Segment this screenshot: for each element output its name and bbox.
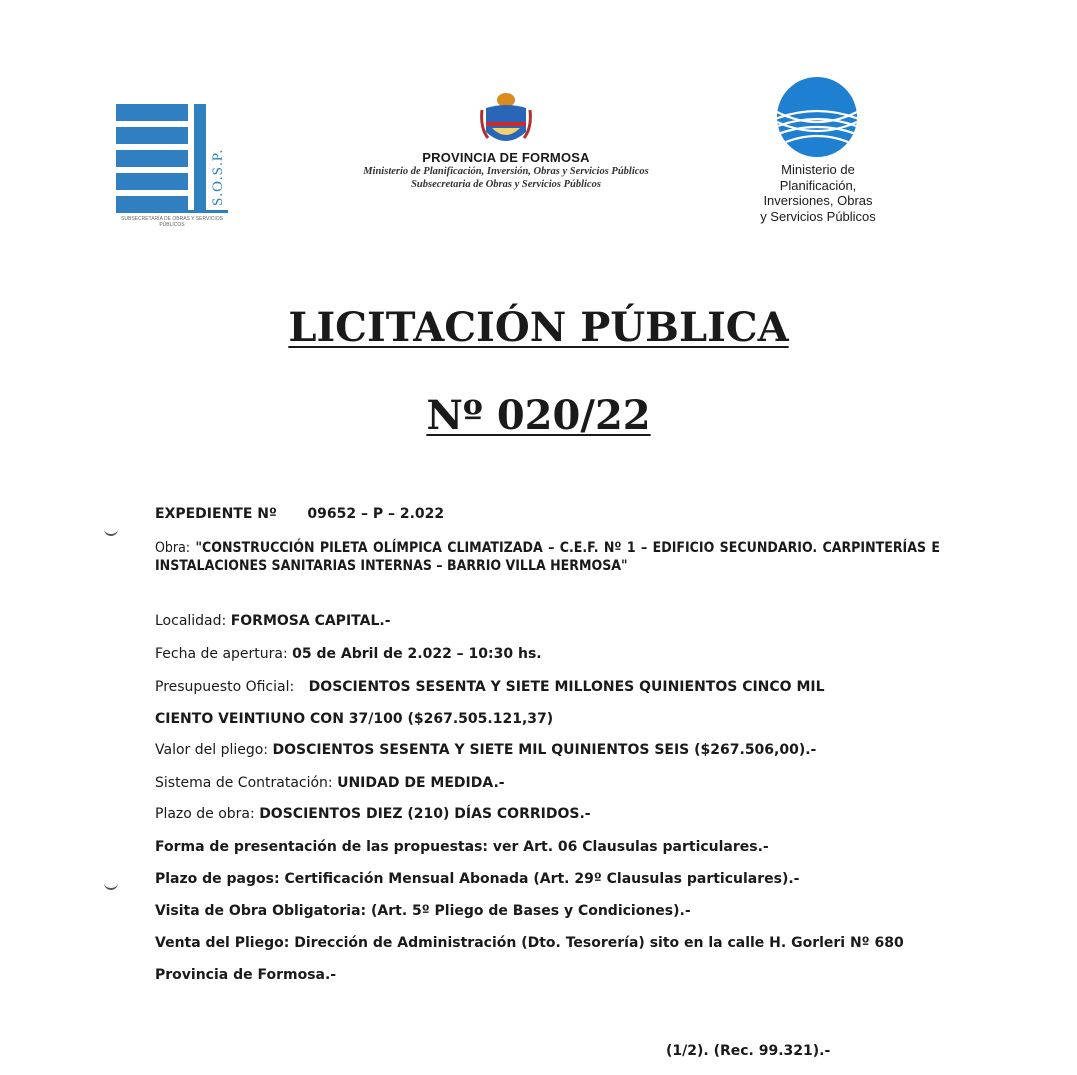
plazo-label: Plazo de obra: [155,806,255,822]
province-header [300,150,712,191]
fecha-label: Fecha de apertura: [155,646,288,662]
obra-label: Obra: [155,540,191,556]
presupuesto-value-2: CIENTO VEINTIUNO CON 37/100 ($267.505.121,37) [155,711,554,727]
venta-row-2 [155,967,336,983]
venta-text-1: Venta del Pliego: Dirección de Administración (Dto. Tesorería) sito en la calle H. Gorleri Nº 680 [155,935,904,951]
presupuesto-label: Presupuesto Oficial: [155,679,295,695]
sosp-logo [112,100,236,235]
obra-block [155,539,940,575]
valor-row [155,742,816,758]
presupuesto-row [155,679,825,695]
sistema-label: Sistema de Contratación: [155,775,333,791]
ministry-line: Ministerio de Planificación, Inversión, Obras y Servicios Públicos [363,166,649,177]
venta-text-2: Provincia de Formosa.- [155,967,337,983]
plazo-row [155,806,591,822]
valor-value: DOSCIENTOS SESENTA Y SIETE MIL QUINIENTOS SEIS ($267.506,00).- [272,742,817,758]
obra-value: "CONSTRUCCIÓN PILETA OLÍMPICA CLIMATIZADA – C.E.F. Nº 1 – EDIFICIO SECUNDARIO. CARPINTERÍAS E INSTALACIONES SANITARIAS INTERNAS – BARRIO VILLA HERMOSA" [155,540,941,574]
pagos-text: Plazo de pagos: Certificación Mensual Abonada (Art. 29º Clausulas particulares).- [155,871,800,887]
province-shield-icon [476,88,536,152]
subsecretary-line: Subsecretaria de Obras y Servicios Públicos [411,179,601,190]
sosp-caption: SUBSECRETARÍA DE OBRAS Y SERVICIOS PÚBLICOS [121,216,223,228]
presupuesto-row-2 [155,711,553,727]
footer-reference: (1/2). (Rec. 99.321).- [666,1043,831,1059]
expediente-value: 09652 – P – 2.022 [307,506,445,522]
valor-label: Valor del pliego: [155,742,269,758]
fecha-row [155,646,542,662]
expediente-row [155,506,444,522]
plazo-value: DOSCIENTOS DIEZ (210) DÍAS CORRIDOS.- [259,806,591,822]
sistema-value: UNIDAD DE MEDIDA.- [337,775,505,791]
localidad-row [155,613,391,629]
tender-number: Nº 020/22 [426,392,651,439]
ministry-logo-line-4: y Servicios Públicos [760,208,876,224]
ministry-logo-text [738,162,898,224]
province-name: PROVINCIA DE FORMOSA [422,150,590,165]
sosp-logo-text: S.O.S.P. [210,148,226,206]
forma-text: Forma de presentación de las propuestas: ver Art. 06 Clausulas particulares.- [155,839,769,855]
ministry-logo-line-1: Ministerio de [781,162,855,177]
expediente-label: EXPEDIENTE Nº [155,506,277,522]
ministry-logo-line-2: Planificación, [779,177,857,193]
margin-mark [104,528,118,536]
sistema-row [155,775,505,791]
pagos-row [155,871,800,887]
page-title: LICITACIÓN PÚBLICA [288,304,789,351]
forma-row [155,839,769,855]
localidad-value: FORMOSA CAPITAL.- [230,613,391,629]
visita-text: Visita de Obra Obligatoria: (Art. 5º Pliego de Bases y Condiciones).- [155,903,691,919]
visita-row [155,903,691,919]
ministry-logo-line-3: Inversiones, Obras [763,193,873,208]
ministry-globe-icon [775,75,859,159]
fecha-value: 05 de Abril de 2.022 – 10:30 hs. [292,646,542,662]
presupuesto-value-1: DOSCIENTOS SESENTA Y SIETE MILLONES QUINIENTOS CINCO MIL [308,679,825,695]
venta-row [155,935,904,951]
localidad-label: Localidad: [155,613,227,629]
margin-mark [104,882,118,890]
